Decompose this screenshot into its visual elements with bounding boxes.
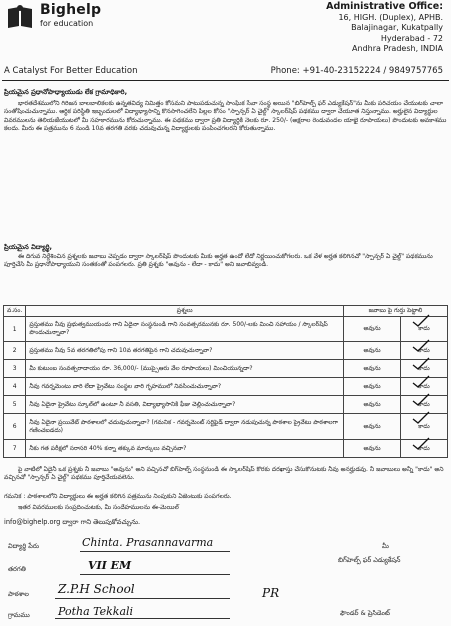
row-number: 1 [4,317,26,342]
answer-no-label: కాదు [418,444,430,452]
phone-numbers: Phone: +91-40-23152224 / 9849757765 [270,66,443,76]
answer-no[interactable] [401,317,448,342]
question-text: మీ కుటుంబ సంవత్సరాదాయం రూ. 36,000/- (ముప్పైఆరు వేల రూపాయలు) మించియున్నదా? [26,360,344,378]
eligibility-table [3,305,448,458]
table-row [4,360,448,378]
school-value[interactable]: Z.P.H School [58,582,135,596]
initials-signature: PR [262,586,280,600]
office-line: Andhra Pradesh, INDIA [352,44,443,54]
question-text: నీవు ఏదైనా ప్రయివేట్ పాఠశాలలో చదువుచున్నావా? (గమనిక - గవర్నమెంట్ సర్టిఫైడ్ ద్వారా నడుపుచున్న పాఠశాల ప్రైవేటు పాఠశాలగా గణించబడదు) [26,414,344,440]
table-row [4,317,448,342]
office-line: 16, HIGH. (Duplex), APHB. [338,12,443,22]
bighelp-logo-icon [6,4,34,30]
col-header-number: వ.సం. [4,306,26,317]
answer-yes[interactable]: అవును [344,440,401,458]
brand-subtitle: for education [40,19,94,28]
signature-org: బిగ్‌హెల్ప్ ఫర్ ఎడ్యుకేషన్ [338,556,401,564]
answer-yes[interactable]: అవును [344,342,401,360]
student-name-value[interactable]: Chinta. Prasannavarma [82,536,214,549]
row-number: 7 [4,440,26,458]
answer-yes[interactable]: అవును [344,317,401,342]
table-row [4,342,448,360]
row-number: 4 [4,378,26,396]
office-title: Administrative Office: [326,1,443,12]
email-line: info@bighelp.org ద్వారా గాని తెలుపుకోవచ్చును. [4,518,141,526]
row-number: 3 [4,360,26,378]
answer-no-label: కాదు [418,400,430,408]
class-label: తరగతి [8,565,26,573]
office-address [253,2,443,55]
student-name-label: విద్యార్థి పేరు [8,542,40,550]
answer-no-label: కాదు [418,422,430,430]
signature-title: ఫౌండర్ & ప్రెసిడెంట్ [340,609,390,617]
table-row [4,440,448,458]
signature-yours: మీ [382,542,389,550]
header-divider [2,80,449,81]
col-header-answer: జవాబు పై గుర్తు పెట్టాలి [344,306,448,317]
brand-name: Bighelp [40,2,102,18]
village-underline [55,618,230,619]
answer-no[interactable] [401,440,448,458]
table-row [4,396,448,414]
checkmark-icon [411,314,431,328]
row-number: 2 [4,342,26,360]
row-number: 5 [4,396,26,414]
instructions-paragraph: ఈ దిగువ నిర్దేశించిన ప్రశ్నలకు జవాబు చెప్పడం ద్వారా స్కాలర్‌షిప్ పొందుటకు మీకు అర్హత ఉందో లేదో నిర్ణయించుకోగలరు. ఒక వేళ అర్హత కలిగినచో "స్పాన్సర్ ఏ చైల్డ్" పథకమును పూర్తిచేసి మీ ప్రధానోపాధ్యాయుని సంతకంతో పంపగలరు. ప్రతి ప్రశ్నకు "అవును - లేదా - కాదు" అని జవాబివ్వండి. [4,253,433,269]
student-salutation: ప్రియమైన విద్యార్థి, [4,243,53,251]
contact-line: ఇతర వివరములకు సంప్రదించుటకు, మీ సందేహములను ఈ-మెయిల్ [18,504,179,511]
question-text: నీవు గవర్నమెంటు వారి లేదా ప్రైవేటు సంస్థల వారి గృహములో నివసించుచున్నావా? [26,378,344,396]
col-header-questions: ప్రశ్నలు [26,306,344,317]
school-underline [55,598,230,599]
office-line: Balajinagar, Kukatpally [351,23,443,33]
class-value[interactable]: VII EM [88,559,132,572]
question-text: ప్రస్తుతము నీవు ప్రభుత్వముయందు గాని ఏదైనా సంస్థనుండి గాని సంవత్సరమునకు రూ. 500/-లకు మించి సహాయం / స్కాలర్‌షిప్ పొందుచున్నావా? [26,317,344,342]
note-line: గమనిక : పాఠశాలలోని విద్యార్థులు ఈ అర్హత కలిగిన పత్రమును నింపుకుని ఏజెంటుకు పంపగలరు. [4,493,232,500]
student-name-underline [80,551,230,552]
question-text: నీకు గత పరీక్షలో సరాసరి 40% కన్నా తక్కువ మార్కులు వచ్చినవా? [26,440,344,458]
tagline: A Catalyst For Better Education [4,66,138,76]
answer-yes[interactable]: అవును [344,396,401,414]
checkmark-icon [411,411,431,425]
checkmark-icon [411,375,431,389]
village-value[interactable]: Potha Tekkali [58,605,134,618]
answer-yes[interactable]: అవును [344,378,401,396]
salutation: ప్రియమైన ప్రధానోపాధ్యాయుడు లేక గ్రామాధికారి, [4,88,128,96]
table-row [4,378,448,396]
checkmark-icon [411,437,431,451]
village-label: గ్రామము [8,611,30,619]
intro-paragraph: భారతదేశములోని గిరిజన బాలబాలికలకు ఉన్నతవిద్య నిమిత్తం కోసమని పాటుపడుచున్న సాంఘిక సేవా సంస్థ అయిన "బిగ్‌హెల్ప్ ఫర్ ఎడ్యుకేషన్"ను మీకు పరిచయం చేయుటకు చాలా సంతోషించుచున్నాము. ఆర్థిక పరిస్థితి ఇబ్బందులలో విద్యాభ్యాసాన్ని కొనసాగించలేని పిల్లల కోసం "స్పాన్సర్ ఏ చైల్డ్" స్కాలర్‌షిప్ పథకము ద్వారా చేయూత నిస్తున్నాము. అర్హులైన విద్యార్థుల వివరములను తెలియజేయుటలో మీ సహకారమును కోరుచున్నాము. ఈ పథకము ద్వారా ప్రతి విద్యార్థికి నెలకు రూ. 250/- (అక్షరాల రెండువందల యాభై రూపాయలు) పొందుటకు అవకాశము కలదు. మీరు ఈ పత్రమును 6 నుండి 10వ తరగతి వరకు చదువుచున్న విద్యార్థులకు పంపించగలరని కోరుతున్నాము. [4,100,447,132]
question-text: నీవు ఏదైనా ప్రైవేటు స్కూల్‌లో ఉంటూ నీ వసతి, విద్యాభ్యాసానికి ఫీజు చెల్లించుచున్నావా? [26,396,344,414]
checkmark-icon [411,393,431,407]
answer-no-label: కాదు [418,346,430,354]
answer-no[interactable] [401,414,448,440]
office-line: Hyderabad - 72 [380,33,443,43]
school-label: పాఠశాల [8,590,29,598]
answer-no-label: కాదు [418,364,430,372]
answer-yes[interactable]: అవును [344,360,401,378]
checkmark-icon [411,357,431,371]
answer-no-label: కాదు [418,325,430,332]
class-underline [80,574,230,575]
table-row [4,414,448,440]
answer-no-label: కాదు [418,382,430,390]
checkmark-icon [411,339,431,353]
eligibility-note: పై వాటిలో ఏదైనీ ఒక ప్రశ్నకు నీ జవాబు "అవును" అని వచ్చినచో బిగ్‌హెల్ప్ సంస్థనుండి ఈ స్కాలర్‌షిప్ కొరకు దరఖాస్తు చేసుకొనుటకు నీవు అనర్హుడవు. నీ జవాబులు అన్నీ "కాదు" అని వచ్చినచో "స్పాన్సర్ ఏ చైల్డ్" పథకము పూర్తిచేయవలెను. [4,466,444,482]
row-number: 6 [4,414,26,440]
question-text: ప్రస్తుతము నీవు 5వ తరగతిలోపు గాని 10వ తరగతిపైన గాని చదువుచున్నావా? [26,342,344,360]
answer-yes[interactable]: అవును [344,414,401,440]
